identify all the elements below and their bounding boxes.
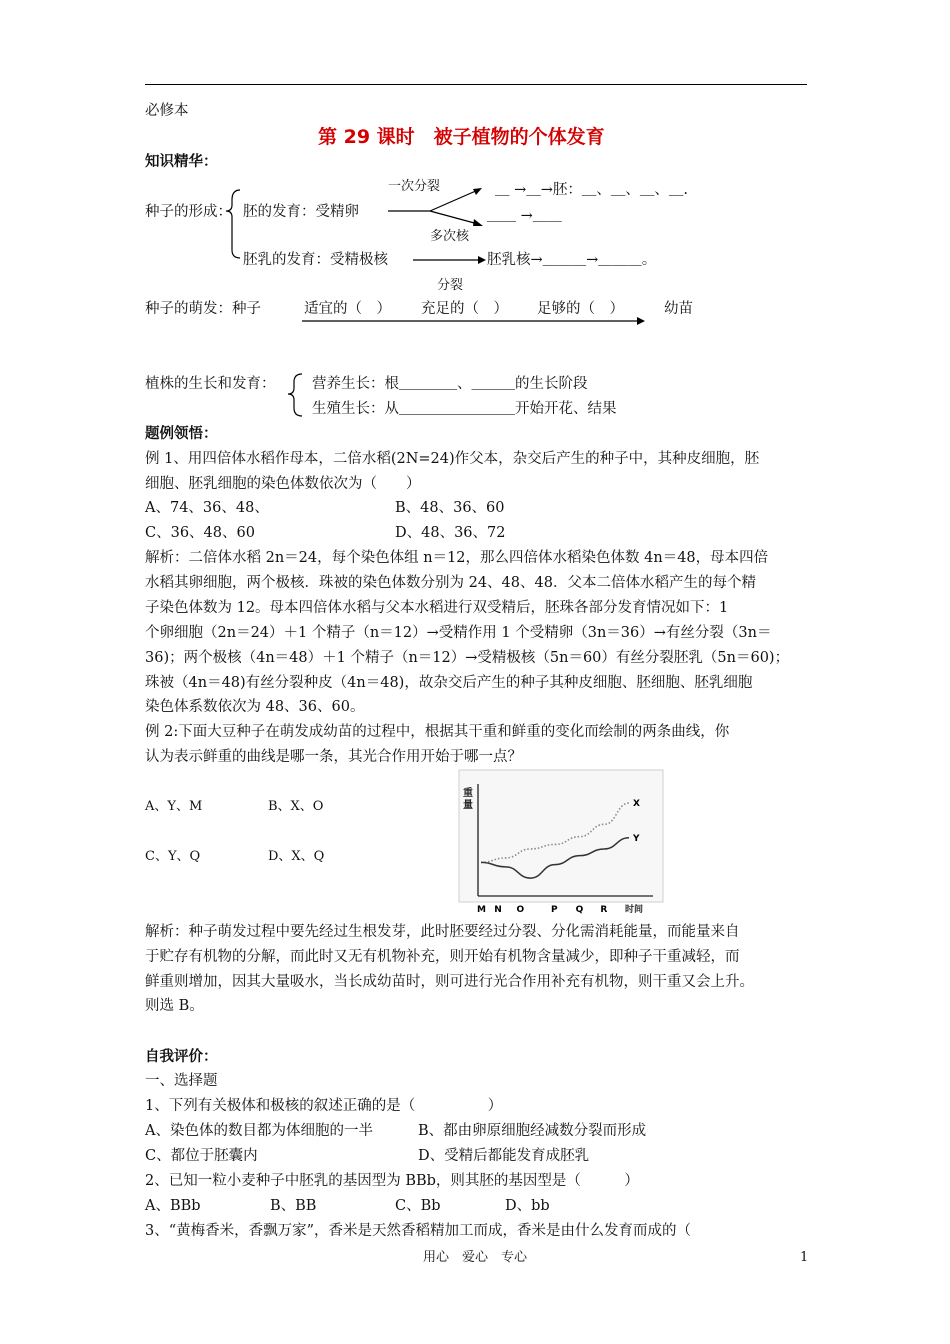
endosperm-arrow-label: 分裂 [437,278,464,293]
q2-option-b: B、BB [270,1198,317,1214]
header-label: 必修本 [145,103,189,119]
q2-option-a: A、BBb [145,1198,201,1214]
growth-brace [0,0,950,430]
series-Y-label: Y [633,833,640,844]
endosperm-development: 胚乳的发育：受精极核 [243,252,388,268]
example1-analysis-line2: 水稻其卵细胞，两个极核．珠被的染色体数分别为 24、48、48．父本二倍体水稻产生的每个精 [145,575,756,591]
germination-label: 种子的萌发：种子 [145,301,261,317]
q2-option-c: C、Bb [395,1198,441,1214]
example1-analysis-line6: 珠被（4n＝48)有丝分裂种皮（4n＝48)，故杂交后产生的种子其种皮细胞、胚细胞、胚乳细胞 [145,675,753,691]
choice-heading: 一、选择题 [145,1073,218,1089]
germination-condition-2: 充足的（ ） [421,301,508,317]
example2-option-a: A、Y、M [145,799,203,814]
example2-question-line1: 例 2:下面大豆种子在萌发成幼苗的过程中，根据其干重和鲜重的变化而绘制的两条曲线，你 [145,724,730,740]
example1-option-b: B、48、36、60 [395,500,505,516]
germination-condition-1: 适宜的（ ） [304,301,391,317]
footer-page-number: 1 [800,1250,809,1265]
embryo-branch-bottom: ＿＿ →＿＿ [487,208,562,224]
example2-analysis-line1: 解析：种子萌发过程中要先经过生根发芽，此时胚要经过分裂、分化需消耗能量，而能量来自 [145,924,740,940]
q3-text: 3、“黄梅香米，香飘万家”，香米是天然香稻精加工而成，香米是由什么发育而成的（ [145,1223,692,1239]
example1-question-line2: 细胞、胚乳细胞的染色体数依次为（ ） [145,476,421,492]
example1-option-a: A、74、36、48、 [145,500,269,516]
example1-analysis-line4: 个卵细胞（2n＝24）＋1 个精子（n＝12）→受精作用 1 个受精卵（3n＝36）→有丝分裂（3n＝ [145,625,772,641]
example1-analysis-line5: 36)；两个极核（4n＝48）＋1 个精子（n＝12）→受精极核（5n＝60）有丝分裂胚乳（5n＝60)； [145,650,790,666]
endosperm-rest: 胚乳核→＿＿＿→＿＿＿。 [487,252,657,268]
example1-option-c: C、36、48、60 [145,525,255,541]
bottom-arrow-label: 多次核 [430,229,470,244]
x-tick-O: O [516,905,525,915]
q1-option-a: A、染色体的数目都为体细胞的一半 [145,1123,373,1139]
example2-analysis-line4: 则选 B。 [145,998,204,1014]
embryo-branch-top: ＿ →＿→胚：＿、＿、＿、＿. [495,182,689,198]
x-tick-M: M [477,905,486,915]
q1-text: 1、下列有关极体和极核的叙述正确的是（ ） [145,1098,503,1114]
q1-option-d: D、受精后都能发育成胚乳 [418,1148,590,1164]
vegetative-growth: 营养生长：根＿＿＿＿、＿＿＿的生长阶段 [312,376,588,392]
x-tick-P: P [551,905,558,915]
q2-text: 2、已知一粒小麦种子中胚乳的基因型为 BBb，则其胚的基因型是（ ） [145,1173,639,1189]
q1-option-b: B、都由卵原细胞经减数分裂而形成 [418,1123,647,1139]
example2-question-line2: 认为表示鲜重的曲线是哪一条，其光合作用开始于哪一点？ [145,749,522,765]
example1-question-line1: 例 1、用四倍体水稻作母本，二倍水稻(2N=24)作父本，杂交后产生的种子中，其种皮细胞，胚 [145,451,760,467]
section-examples: 题例领悟： [145,426,218,442]
example2-option-b: B、X、O [268,799,324,814]
example2-option-d: D、X、Q [268,849,325,864]
series-X-label: X [633,799,640,810]
example1-analysis-line7: 染色体系数依次为 48、36、60。 [145,699,365,715]
example2-analysis-line2: 于贮存有机物的分解，而此时又无有机物补充，则开始有机物含量减少，即种子干重减轻，而 [145,949,740,965]
section-self-evaluation: 自我评价： [145,1049,218,1065]
x-tick-R: R [600,905,608,915]
germination-condition-3: 足够的（ ） [537,301,624,317]
x-tick-Q: Q [575,905,584,915]
section-knowledge: 知识精华： [145,154,218,170]
embryo-development: 胚的发育：受精卵 [243,204,359,220]
q1-option-c: C、都位于胚囊内 [145,1148,258,1164]
growth-label: 植株的生长和发育： [145,376,276,392]
seed-formation-label: 种子的形成： [145,204,232,220]
x-tick-N: N [494,905,502,915]
example1-analysis-line1: 解析：二倍体水稻 2n＝24，每个染色体组 n＝12，那么四倍体水稻染色体数 4n＝48，母本四倍 [145,550,769,566]
page-title: 第 29 课时 被子植物的个体发育 [318,126,605,148]
germination-end: 幼苗 [664,301,693,317]
q2-option-d: D、bb [505,1198,550,1214]
example1-analysis-line3: 子染色体数为 12。母本四倍体水稻与父本水稻进行双受精后，胚珠各部分发育情况如下：1 [145,600,729,616]
weight-chart [459,770,663,918]
chart-xlabel: 时间 [625,905,644,915]
chart-ylabel-line2: 量 [463,800,473,811]
chart-ylabel-line1: 重 [463,788,473,799]
example1-option-d: D、48、36、72 [395,525,506,541]
example2-option-c: C、Y、Q [145,849,201,864]
footer-center: 用心 爱心 专心 [423,1250,528,1265]
example2-analysis-line3: 鲜重则增加，因其大量吸水，当长成幼苗时，则可进行光合作用补充有机物，则干重又会上升。 [145,974,754,990]
reproductive-growth: 生殖生长：从＿＿＿＿＿＿＿＿开始开花、结果 [312,401,617,417]
top-arrow-label: 一次分裂 [388,179,441,194]
